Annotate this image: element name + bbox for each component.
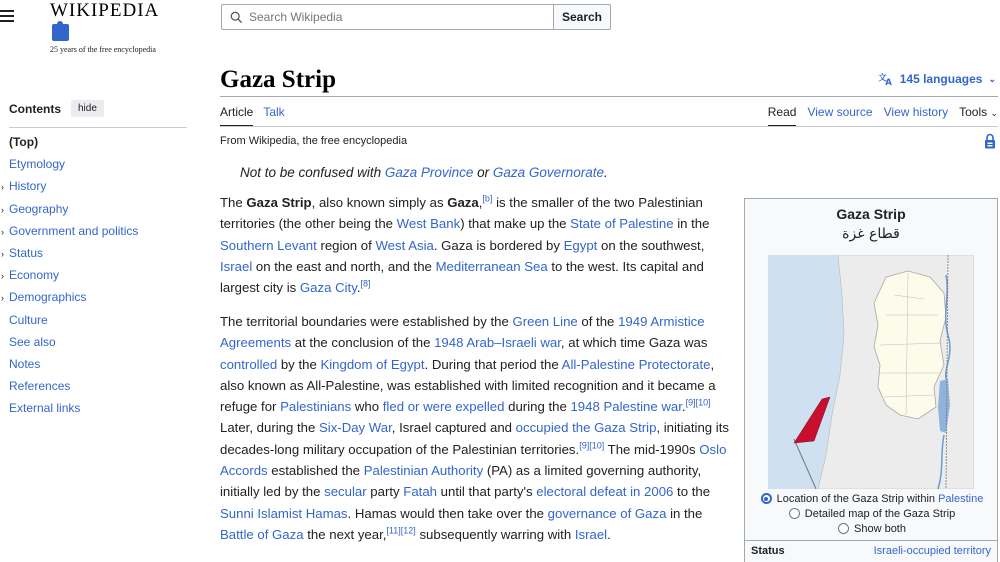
article-link[interactable]: Fatah (403, 484, 437, 500)
article-link[interactable]: West Asia (375, 237, 434, 253)
chevron-right-icon[interactable]: › (1, 271, 4, 282)
body-text: by the (277, 356, 321, 372)
toc-item-etymology[interactable] (9, 156, 138, 178)
body-text: , also known simply as (311, 195, 448, 210)
article-link[interactable]: Mediterranean Sea (435, 258, 548, 274)
toc-header (9, 100, 104, 117)
tools-menu[interactable] (959, 105, 998, 127)
body-text: on the southwest, (597, 237, 705, 253)
article-link[interactable]: Gaza City (299, 280, 357, 296)
chevron-right-icon[interactable]: › (1, 182, 4, 193)
article-link[interactable]: Battle of Gaza (220, 526, 304, 542)
toc-item-demographics[interactable] (1, 289, 138, 311)
tabs-divider (220, 126, 998, 127)
toc-item-see-also[interactable] (9, 334, 138, 356)
article-link[interactable]: electoral defeat in 2006 (536, 484, 674, 500)
article-link[interactable]: Palestinians (280, 399, 352, 415)
body-text: on the east and north, and the (252, 258, 436, 274)
infobox (744, 198, 998, 562)
bold-term: Gaza (447, 195, 479, 210)
chevron-down-icon: ⌄ (988, 73, 996, 84)
body-text: during the (504, 399, 571, 415)
toc-item-references[interactable] (9, 378, 138, 400)
search-box[interactable] (221, 4, 553, 30)
toc-item-status[interactable] (1, 245, 138, 267)
toc-item-top[interactable] (9, 134, 138, 156)
lock-icon[interactable] (984, 133, 996, 149)
article-link[interactable]: governance of Gaza (547, 505, 667, 521)
chevron-right-icon[interactable]: › (1, 248, 4, 259)
infobox-native-name: قطاع غزة (842, 226, 900, 242)
radio-button[interactable] (761, 493, 772, 504)
body-text: is the smaller of the two Palestinian territories (the other being the (220, 195, 703, 232)
toc-item-label: See also (9, 334, 56, 349)
wordmark: WIKIPEDIA (50, 0, 160, 21)
tab-view-source[interactable]: View source (807, 105, 873, 119)
article-link[interactable]: Israel (574, 526, 608, 542)
map-option-text: Location of the Gaza Strip within (776, 492, 939, 505)
lead-paragraph-2 (220, 311, 734, 545)
chevron-right-icon[interactable]: › (1, 293, 4, 304)
toc-item-label: Status (9, 245, 44, 260)
language-button[interactable] (878, 72, 996, 86)
infobox-title: Gaza Strip (836, 206, 906, 222)
toc-divider (9, 127, 187, 128)
toc-item-label: History (9, 179, 47, 194)
namespace-tabs (220, 105, 285, 127)
article-link[interactable]: 1948 Arab–Israeli war (434, 335, 561, 351)
toc-item-label: Etymology (9, 157, 66, 172)
hatnote-link-gaza-province[interactable]: Gaza Province (384, 165, 474, 180)
chevron-right-icon[interactable]: › (1, 226, 4, 237)
map-option-text: Detailed map of the Gaza Strip (804, 507, 956, 520)
article-link[interactable]: State of Palestine (570, 216, 674, 232)
citation-link[interactable]: [9][10] (685, 397, 711, 408)
toc-item-geography[interactable] (1, 201, 138, 223)
map-option-link[interactable]: Palestine (938, 492, 984, 505)
infobox-divider (745, 540, 997, 541)
hatnote-link-gaza-governorate[interactable]: Gaza Governorate (492, 165, 604, 180)
article-link[interactable]: Israel (220, 258, 253, 274)
article-link[interactable]: Kingdom of Egypt (320, 356, 425, 372)
body-text: . (681, 399, 686, 415)
body-text: region of (316, 237, 376, 253)
body-text: to the west. Its capital and largest city is (220, 258, 704, 296)
map-option-label (777, 493, 984, 505)
translate-icon (878, 72, 894, 86)
infobox-row-status (751, 545, 991, 557)
toc-item-history[interactable] (1, 178, 138, 200)
hatnote-text: . (603, 165, 608, 180)
toc-item-label: Government and politics (9, 223, 139, 238)
body-text: in the (666, 505, 703, 521)
article-link[interactable]: Southern Levant (220, 237, 317, 253)
citation-link[interactable]: [9][10] (579, 440, 605, 451)
svg-text:文: 文 (877, 73, 887, 84)
body-text: at the conclusion of the (291, 335, 435, 351)
view-tabs (768, 105, 998, 127)
article-link[interactable]: 1949 Armistice Agreements (220, 314, 705, 351)
article-link[interactable]: occupied the Gaza Strip (515, 420, 657, 436)
search-button[interactable]: Search (553, 4, 611, 30)
toc-item-label: Notes (9, 356, 41, 371)
body-text: the next year, (303, 526, 387, 542)
map-option-text: Show both (854, 522, 906, 535)
body-text: ) that make up the (460, 216, 571, 232)
chevron-down-icon: ⌄ (990, 108, 998, 118)
menu-icon[interactable] (0, 10, 14, 22)
toc-item-label: Demographics (9, 290, 87, 305)
tools-label: Tools (959, 105, 988, 119)
svg-text:A: A (884, 78, 892, 86)
body-text: in the (673, 216, 710, 232)
body-text: to the (673, 484, 711, 500)
puzzle-globe-icon (52, 24, 69, 41)
toc-item-economy[interactable] (1, 267, 138, 289)
search-input[interactable] (249, 10, 529, 24)
language-count: 145 languages (899, 72, 983, 86)
body-text: The (220, 195, 247, 210)
citation-link[interactable]: [8] (360, 278, 371, 289)
body-text: The territorial boundaries were established by the (220, 314, 513, 329)
body-text: . Gaza is bordered by (433, 237, 564, 253)
radio-button[interactable] (838, 523, 849, 534)
article-link[interactable]: Sunni Islamist Hamas (220, 505, 348, 521)
toc-item-notes[interactable] (9, 356, 138, 378)
toc-item-government-and-politics[interactable] (1, 223, 139, 245)
body-text: . During that period the (424, 356, 562, 372)
citation-link[interactable]: [b] (482, 193, 493, 204)
bold-term: Gaza Strip (246, 195, 312, 210)
body-text: established the (267, 463, 364, 479)
toc-item-culture[interactable] (9, 312, 138, 334)
toc-item-label: (Top) (9, 135, 39, 149)
body-text: The mid-1990s (604, 441, 700, 457)
search-form (221, 4, 611, 30)
toc-title: Contents (9, 101, 61, 116)
radio-button[interactable] (789, 508, 800, 519)
body-text: , also known as All-Palestine, was established with limited recognition and it became a refuge for (220, 356, 716, 415)
toc-hide-button[interactable]: hide (71, 100, 104, 117)
body-text: of the (577, 314, 619, 329)
body-text: who (351, 399, 383, 415)
body-text: (PA) as a limited governing authority, initially led by the (220, 463, 702, 500)
citation-link[interactable]: [11][12] (386, 525, 416, 536)
tab-view-history[interactable]: View history (883, 105, 949, 119)
toc-item-label: Economy (9, 268, 60, 283)
lead-paragraph-1 (220, 192, 734, 298)
hatnote-text: Not to be confused with (240, 165, 385, 180)
article-link[interactable]: West Bank (396, 216, 461, 232)
map-option[interactable] (745, 506, 999, 521)
body-text: , at which time Gaza was (560, 335, 708, 351)
page-title: Gaza Strip (220, 66, 336, 93)
body-text: Later, during the (220, 420, 319, 436)
article-link[interactable]: 1948 Palestine war (570, 399, 682, 415)
toc-item-label: Culture (9, 312, 48, 327)
tab-read[interactable]: Read (768, 105, 797, 127)
body-text: . (607, 526, 611, 542)
article-link[interactable]: Green Line (512, 314, 578, 329)
wikipedia-logo[interactable] (50, 0, 170, 54)
article-link[interactable]: controlled (220, 356, 278, 372)
article-link[interactable]: Egypt (563, 237, 598, 253)
toc-item-external-links[interactable] (9, 400, 138, 422)
site-subtitle: From Wikipedia, the free encyclopedia (220, 135, 408, 147)
body-text: , Israel captured and (391, 420, 516, 436)
toc-item-label: External links (9, 401, 81, 416)
tab-article[interactable]: Article (220, 105, 253, 127)
body-text: . (356, 280, 361, 296)
body-text: , initiating its decades-long military occupation of the Palestinian territories. (220, 420, 729, 457)
map-option-label (805, 508, 955, 520)
article-link[interactable]: fled or were expelled (382, 399, 505, 415)
map-option-label (854, 523, 906, 535)
title-divider (220, 96, 998, 97)
article-link[interactable]: Six-Day War (318, 420, 392, 436)
body-text: until that party's (437, 484, 537, 500)
article-link[interactable]: secular (324, 484, 367, 500)
article-link[interactable]: Palestinian Authority (363, 463, 484, 479)
hatnote-text: or (473, 165, 493, 180)
search-icon (230, 11, 243, 24)
body-text: subsequently warring with (415, 526, 575, 542)
map-option[interactable] (745, 521, 999, 536)
tab-talk[interactable]: Talk (263, 105, 285, 119)
chevron-right-icon[interactable]: › (1, 204, 4, 215)
article-link[interactable]: All-Palestine Protectorate (561, 356, 711, 372)
infobox-label-status: Status (751, 545, 785, 557)
body-text: . Hamas would then take over the (347, 505, 548, 521)
map-switcher (745, 491, 999, 536)
hatnote (240, 165, 608, 180)
toc-item-label: Geography (9, 201, 69, 216)
map-option[interactable] (745, 491, 999, 506)
body-text: , (478, 195, 483, 210)
location-map[interactable] (768, 255, 974, 489)
toc-item-label: References (9, 379, 71, 394)
table-of-contents (1, 134, 139, 422)
infobox-value-status[interactable]: Israeli-occupied territory (873, 545, 991, 557)
tagline: 25 years of the free encyclopedia (50, 45, 156, 54)
body-text: party (366, 484, 404, 500)
article-link[interactable]: Oslo Accords (220, 441, 727, 479)
